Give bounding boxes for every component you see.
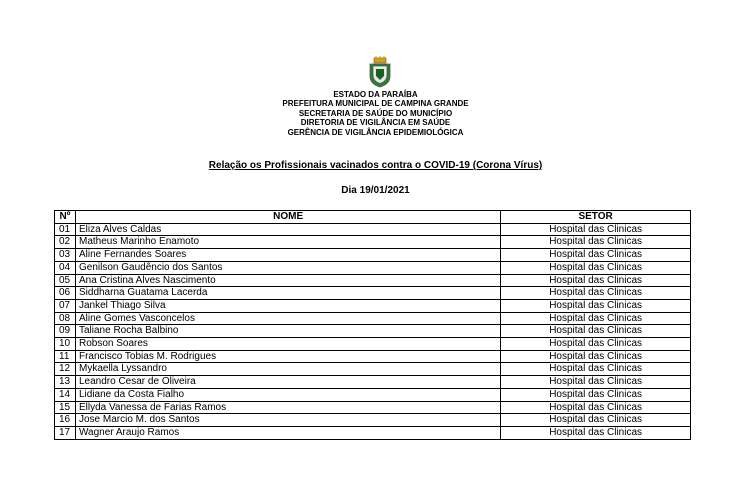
- row-number: 16: [55, 414, 76, 427]
- table-row: [55, 388, 691, 401]
- row-number: 01: [55, 223, 76, 236]
- table-row: [55, 223, 691, 236]
- row-sector: Hospital das Clinicas: [501, 299, 691, 312]
- row-name: Lidiane da Costa Fialho: [75, 388, 500, 401]
- row-sector: Hospital das Clinicas: [501, 350, 691, 363]
- row-number: 10: [55, 338, 76, 351]
- row-number: 17: [55, 426, 76, 439]
- row-sector: Hospital das Clinicas: [501, 414, 691, 427]
- row-number: 13: [55, 376, 76, 389]
- table-row: [55, 414, 691, 427]
- row-sector: Hospital das Clinicas: [501, 223, 691, 236]
- row-name: Jose Marcio M. dos Santos: [75, 414, 500, 427]
- row-number: 12: [55, 363, 76, 376]
- row-sector: Hospital das Clinicas: [501, 388, 691, 401]
- table-row: [55, 401, 691, 414]
- header-diretoria: DIRETORIA DE VIGILÂNCIA EM SAÚDE: [300, 118, 451, 128]
- row-name: Siddharna Guatama Lacerda: [75, 287, 500, 300]
- row-number: 04: [55, 261, 76, 274]
- row-number: 07: [55, 299, 76, 312]
- row-name: Leandro Cesar de Oliveira: [75, 376, 500, 389]
- document-date: Dia 19/01/2021: [341, 185, 410, 196]
- row-sector: Hospital das Clinicas: [501, 249, 691, 262]
- table-row: [55, 363, 691, 376]
- row-number: 15: [55, 401, 76, 414]
- row-name: Aline Fernandes Soares: [75, 249, 500, 262]
- header-state: ESTADO DA PARAÍBA: [333, 90, 418, 99]
- header-prefeitura: PREFEITURA MUNICIPAL DE CAMPINA GRANDE: [282, 99, 469, 109]
- table-row: [55, 325, 691, 338]
- row-name: Francisco Tobias M. Rodrigues: [75, 350, 500, 363]
- row-number: 05: [55, 274, 76, 287]
- row-name: Aline Gomes Vasconcelos: [75, 312, 500, 325]
- row-name: Mykaella Lyssandro: [75, 363, 500, 376]
- row-sector: Hospital das Clinicas: [501, 363, 691, 376]
- row-number: 08: [55, 312, 76, 325]
- row-number: 02: [55, 236, 76, 249]
- row-name: Eliza Alves Caldas: [75, 223, 500, 236]
- table-row: [55, 236, 691, 249]
- row-name: Genilson Gaudêncio dos Santos: [75, 261, 500, 274]
- row-name: Taliane Rocha Balbino: [75, 325, 500, 338]
- column-header-number: Nº: [55, 211, 76, 224]
- row-number: 09: [55, 325, 76, 338]
- row-sector: Hospital das Clinicas: [501, 376, 691, 389]
- coat-of-arms-icon: [367, 56, 393, 88]
- table-row: [55, 261, 691, 274]
- row-number: 06: [55, 287, 76, 300]
- table-row: [55, 426, 691, 439]
- vaccinated-table: [54, 210, 691, 440]
- table-row: [55, 274, 691, 287]
- row-name: Wagner Araujo Ramos: [75, 426, 500, 439]
- table-row: [55, 376, 691, 389]
- row-sector: Hospital das Clinicas: [501, 274, 691, 287]
- row-name: Ana Cristina Alves Nascimento: [75, 274, 500, 287]
- row-sector: Hospital das Clinicas: [501, 426, 691, 439]
- row-name: Ellyda Vanessa de Farias Ramos: [75, 401, 500, 414]
- row-number: 03: [55, 249, 76, 262]
- row-sector: Hospital das Clinicas: [501, 312, 691, 325]
- row-number: 14: [55, 388, 76, 401]
- table-header-row: [55, 211, 691, 224]
- table-row: [55, 312, 691, 325]
- row-sector: Hospital das Clinicas: [501, 325, 691, 338]
- row-sector: Hospital das Clinicas: [501, 287, 691, 300]
- row-name: Jankel Thiago Silva: [75, 299, 500, 312]
- row-sector: Hospital das Clinicas: [501, 338, 691, 351]
- row-name: Robson Soares: [75, 338, 500, 351]
- row-sector: Hospital das Clinicas: [501, 401, 691, 414]
- row-sector: Hospital das Clinicas: [501, 261, 691, 274]
- row-number: 11: [55, 350, 76, 363]
- row-sector: Hospital das Clinicas: [501, 236, 691, 249]
- header-gerencia: GERÊNCIA DE VIGILÂNCIA EPIDEMIOLÓGICA: [287, 127, 464, 137]
- column-header-name: NOME: [75, 211, 500, 224]
- table-row: [55, 338, 691, 351]
- table-row: [55, 299, 691, 312]
- column-header-sector: SETOR: [501, 211, 691, 224]
- table-row: [55, 287, 691, 300]
- document-title: Relação os Profissionais vacinados contra o COVID-19 (Corona Vírus): [208, 160, 543, 171]
- table-row: [55, 249, 691, 262]
- header-secretaria: SECRETARIA DE SAÚDE DO MUNICÍPIO: [298, 108, 453, 118]
- document-header: [0, 90, 751, 137]
- table-row: [55, 350, 691, 363]
- row-name: Matheus Marinho Enamoto: [75, 236, 500, 249]
